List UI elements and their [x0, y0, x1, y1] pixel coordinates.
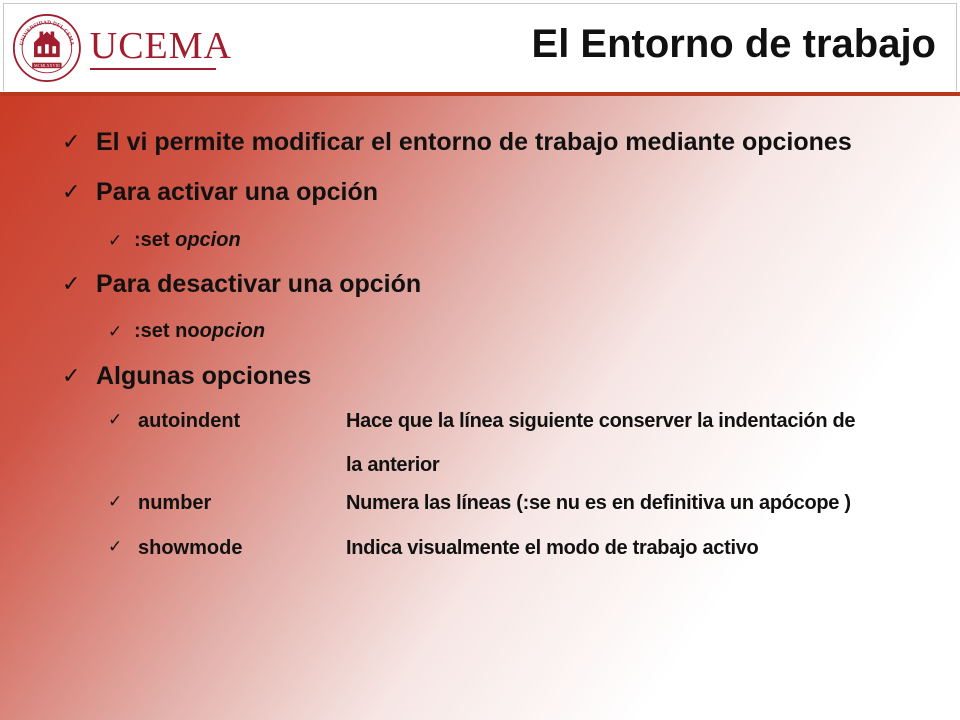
- check-icon: ✓: [108, 537, 123, 557]
- check-icon: ✓: [62, 364, 81, 389]
- option-desc: Indica visualmente el modo de trabajo activo: [346, 537, 759, 559]
- bullet-1: [62, 128, 852, 157]
- option-desc: Hace que la línea siguiente conserver la indentación de: [346, 410, 856, 432]
- option-row: [108, 410, 134, 430]
- bullet-3: [62, 270, 421, 299]
- option-desc: Numera las líneas (:se nu es en definitiva un apócope ): [346, 492, 851, 514]
- option-desc-cont: la anterior: [346, 454, 440, 476]
- option-row: [108, 492, 134, 512]
- bullet-2-sub-prefix: :set: [134, 229, 176, 251]
- option-row: [108, 537, 134, 557]
- bullet-4-text: Algunas opciones: [96, 362, 312, 390]
- check-icon: ✓: [62, 272, 81, 297]
- bullet-2: [62, 178, 378, 207]
- option-name: showmode: [138, 537, 243, 559]
- bullet-1-text: El vi permite modificar el entorno de trabajo mediante opciones: [96, 128, 852, 156]
- bullet-2-sub: [108, 229, 241, 252]
- bullet-2-text: Para activar una opción: [96, 178, 379, 206]
- bullet-4: [62, 362, 311, 391]
- bullet-3-sub: [108, 320, 265, 343]
- bullet-3-sub-italic: opcion: [199, 320, 266, 342]
- seal-text: UNIVERSIDAD DEL CEMA: [19, 20, 75, 46]
- seal-year: MCMLXXVIII: [34, 62, 60, 68]
- check-icon: ✓: [62, 180, 81, 205]
- bullet-2-sub-italic: opcion: [175, 229, 241, 251]
- check-icon: ✓: [62, 130, 81, 155]
- bullet-3-sub-prefix: :set no: [134, 320, 200, 342]
- option-name: number: [138, 492, 212, 514]
- bullet-3-text: Para desactivar una opción: [96, 270, 422, 298]
- check-icon: ✓: [108, 410, 123, 430]
- slide-title: El Entorno de trabajo: [531, 22, 936, 66]
- check-icon: ✓: [108, 230, 123, 251]
- logo-text: UCEMA: [89, 25, 232, 67]
- check-icon: ✓: [108, 492, 123, 512]
- check-icon: ✓: [108, 321, 123, 342]
- option-name: autoindent: [138, 410, 241, 432]
